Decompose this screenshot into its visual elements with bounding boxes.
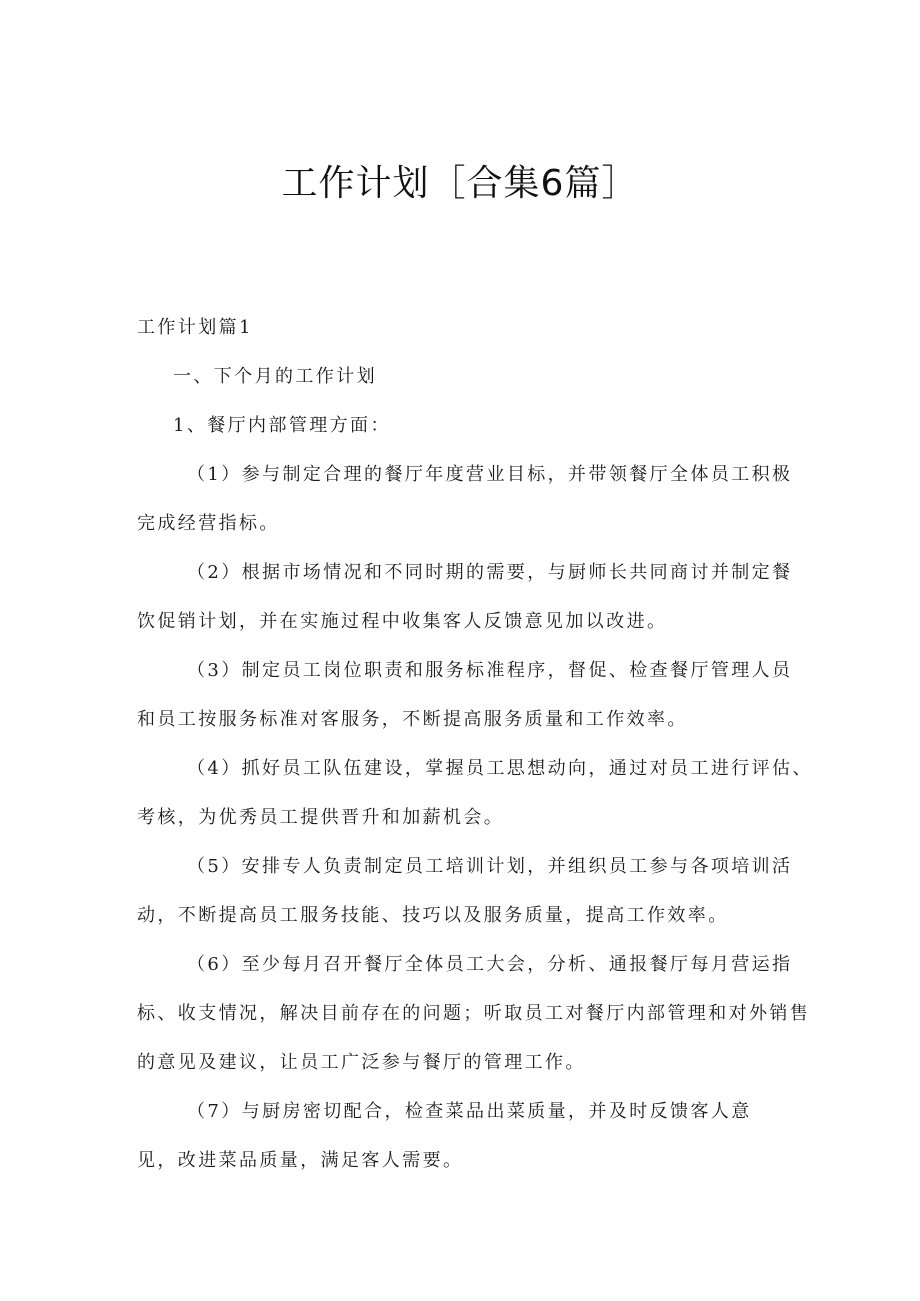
plan-heading: 一、下个月的工作计划	[173, 366, 377, 387]
section-title: 工作计划篇1	[137, 317, 253, 338]
paragraph-line: 饮促销计划，并在实施过程中收集客人反馈意见加以改进。	[137, 611, 668, 632]
plan-item-2	[137, 557, 797, 638]
paragraph-line: （3）制定员工岗位职责和服务标准程序，督促、检查餐厅管理人员	[187, 660, 793, 681]
paragraph-line: （1）参与制定合理的餐厅年度营业目标，并带领餐厅全体员工积极	[187, 464, 793, 485]
plan-item-1	[137, 459, 797, 540]
paragraph-line: 标、收支情况，解决目前存在的问题；听取员工对餐厅内部管理和对外销售	[137, 1003, 811, 1024]
paragraph-line: （6）至少每月召开餐厅全体员工大会，分析、通报餐厅每月营运指	[187, 954, 793, 975]
plan-subheading: 1、餐厅内部管理方面：	[173, 415, 391, 436]
paragraph-line: 考核，为优秀员工提供晋升和加薪机会。	[137, 807, 505, 828]
plan-item-4	[137, 753, 813, 834]
paragraph-line: 动，不断提高员工服务技能、技巧以及服务质量，提高工作效率。	[137, 905, 729, 926]
document-body	[137, 312, 813, 1194]
paragraph-line: 完成经营指标。	[137, 513, 280, 534]
paragraph-line: （7）与厨房密切配合，检查菜品出菜质量，并及时反馈客人意	[187, 1101, 752, 1122]
plan-item-7	[137, 1096, 797, 1177]
paragraph-line: （2）根据市场情况和不同时期的需要，与厨师长共同商讨并制定餐	[187, 562, 793, 583]
plan-item-5	[137, 851, 797, 932]
plan-item-3	[137, 655, 797, 736]
paragraph-line: （5）安排专人负责制定员工培训计划，并组织员工参与各项培训活	[187, 856, 793, 877]
document-title: 工作计划［合集6篇］	[281, 163, 639, 204]
paragraph-line: （4）抓好员工队伍建设，掌握员工思想动向，通过对员工进行评估、	[187, 758, 813, 779]
paragraph-line: 和员工按服务标准对客服务，不断提高服务质量和工作效率。	[137, 709, 688, 730]
paragraph-line: 见，改进菜品质量，满足客人需要。	[137, 1150, 464, 1171]
plan-item-6	[137, 949, 811, 1079]
paragraph-line: 的意见及建议，让员工广泛参与餐厅的管理工作。	[137, 1052, 586, 1073]
